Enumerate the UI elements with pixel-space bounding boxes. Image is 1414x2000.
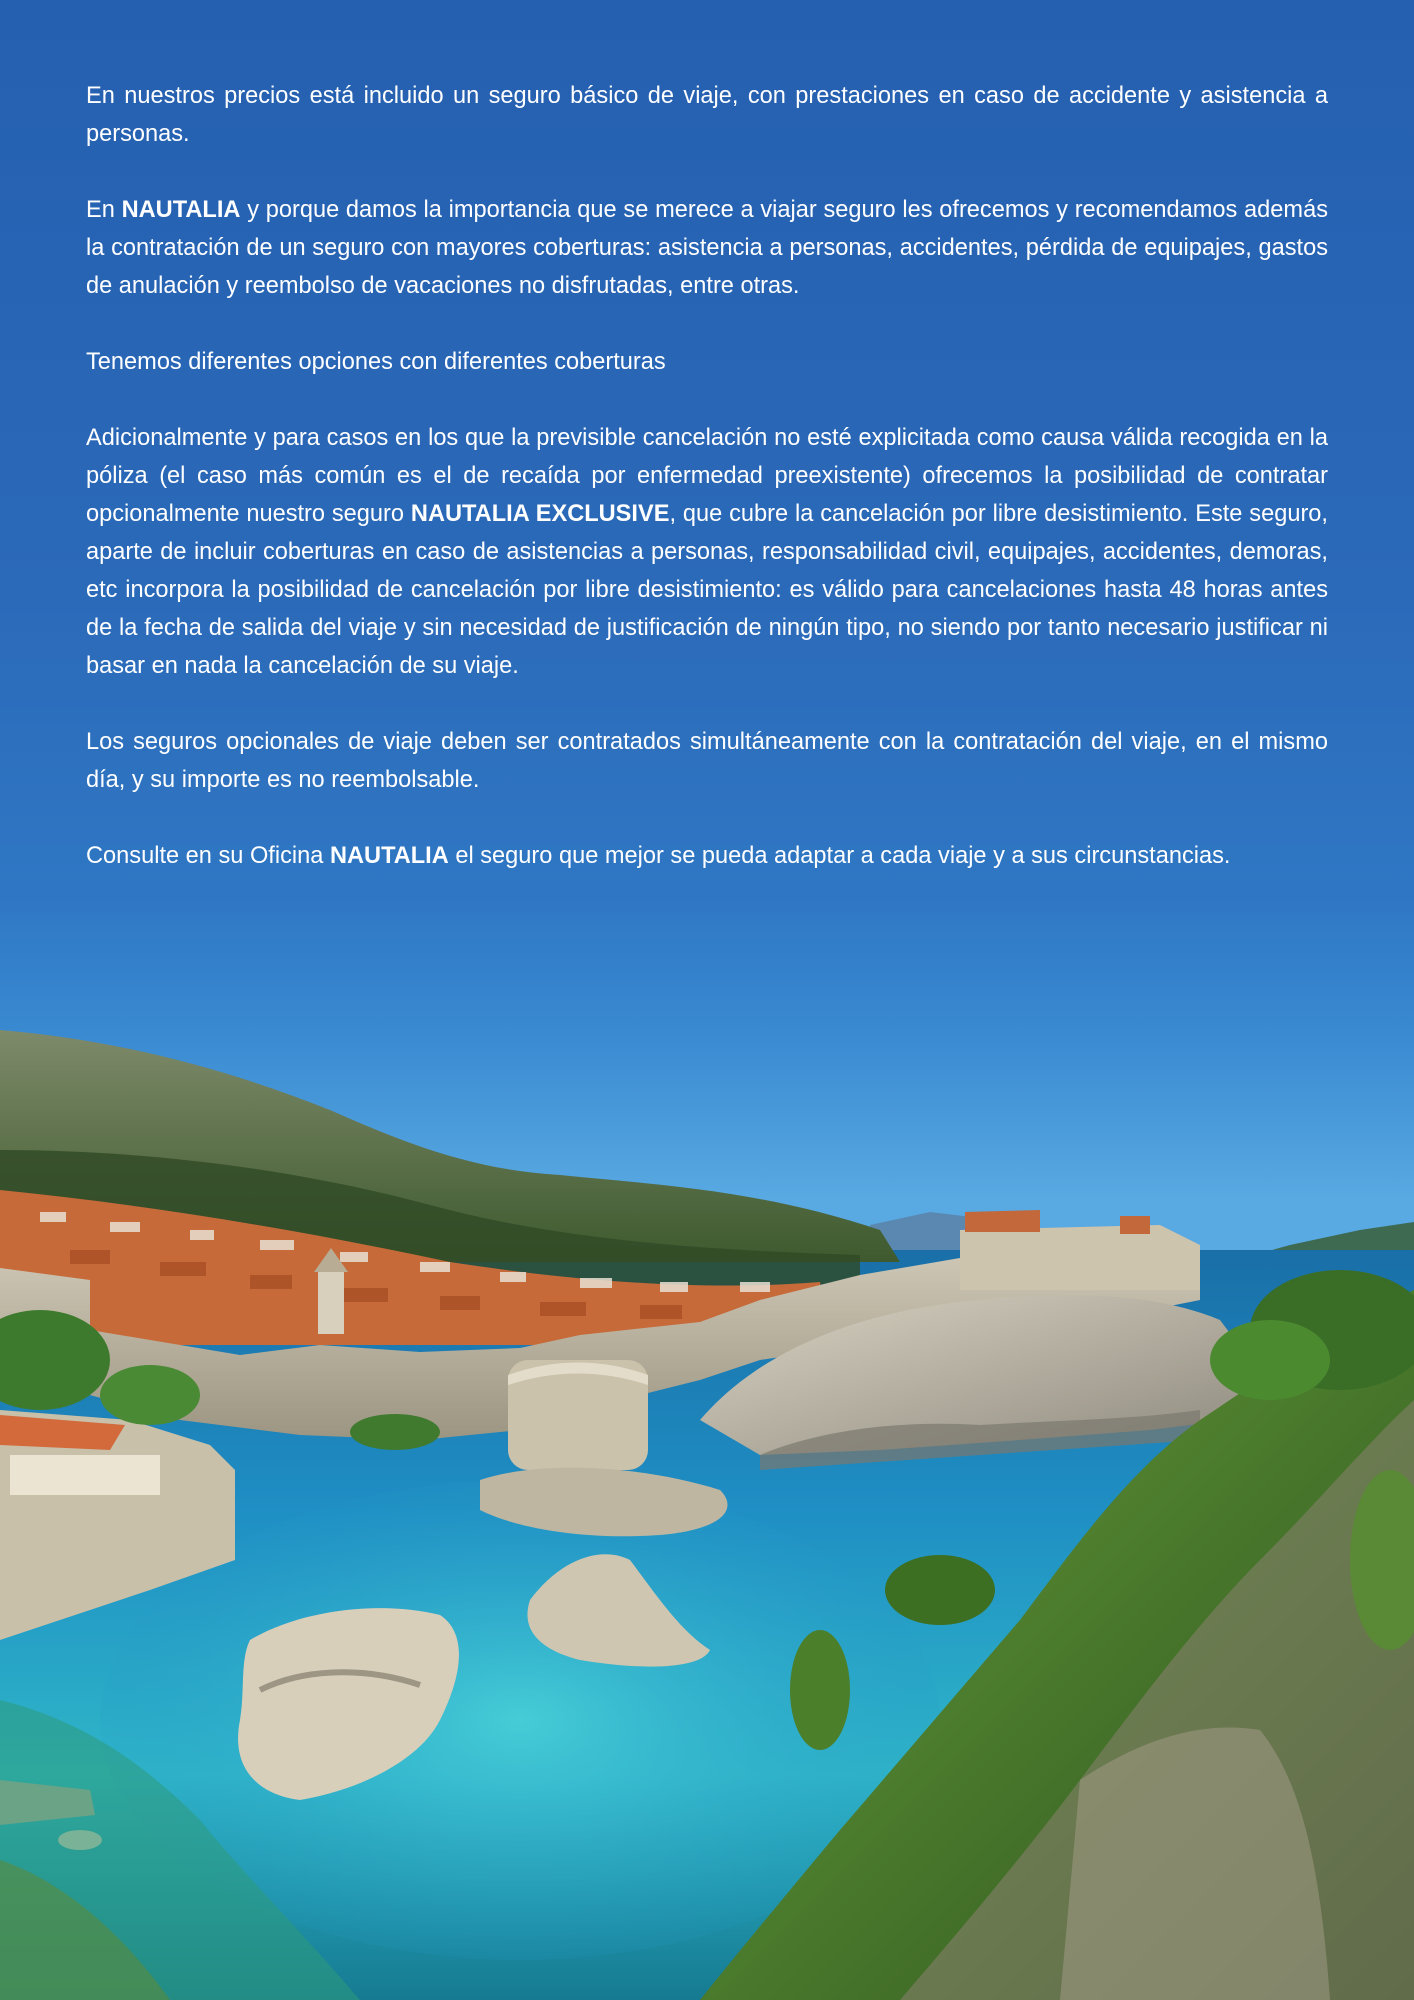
paragraph-recommendation — [86, 191, 1328, 305]
paragraph-consult-office — [86, 837, 1328, 875]
p2-post: y porque damos la importancia que se merece a viajar seguro les ofrecemos y recomendamos además la contratación de un seguro con mayores coberturas: asistencia a personas, accidentes, pérdida de equipajes, gastos de anulación y reembolso de vacaciones no disfrutadas, entre otras. — [86, 197, 1328, 299]
insurance-info-text — [86, 77, 1328, 913]
brand-name-office: NAUTALIA — [329, 843, 449, 869]
brand-exclusive-name: NAUTALIA EXCLUSIVE — [410, 501, 670, 527]
paragraph-optional-contract: Los seguros opcionales de viaje deben ser contratados simultáneamente con la contratación del viaje, en el mismo día, y su importe es no reembolsable. — [86, 729, 1328, 793]
p6-pre: Consulte en su Oficina — [86, 843, 324, 869]
paragraph-exclusive-insurance — [86, 419, 1328, 685]
p2-pre: En — [86, 197, 115, 223]
paragraph-basic-insurance: En nuestros precios está incluido un seguro básico de viaje, con prestaciones en caso de accidente y asistencia a personas. — [86, 83, 1328, 147]
p4-post: , que cubre la cancelación por libre desistimiento. Este seguro, aparte de incluir coberturas en caso de asistencias a personas, responsabilidad civil, equipajes, accidentes, demoras, etc incorpora la posibilidad de cancelación por libre desistimiento: es válido para cancelaciones hasta 48 horas antes de la fecha de salida del viaje y sin necesidad de justificación de ningún tipo, no siendo por tanto necesario justificar ni basar en nada la cancelación de su viaje. — [86, 501, 1328, 679]
paragraph-options: Tenemos diferentes opciones con diferentes coberturas — [86, 349, 666, 375]
p6-post: el seguro que mejor se pueda adaptar a cada viaje y a sus circunstancias. — [448, 843, 1231, 869]
p4-pre: Adicionalmente y para casos en los que la previsible cancelación no esté explicitada como causa válida recogida en la póliza (el caso más común es el de recaída por enfermedad preexistente) ofrecemos la posibilidad de contratar opcionalmente nuestro seguro — [86, 425, 1328, 527]
brand-name: NAUTALIA — [121, 197, 241, 223]
